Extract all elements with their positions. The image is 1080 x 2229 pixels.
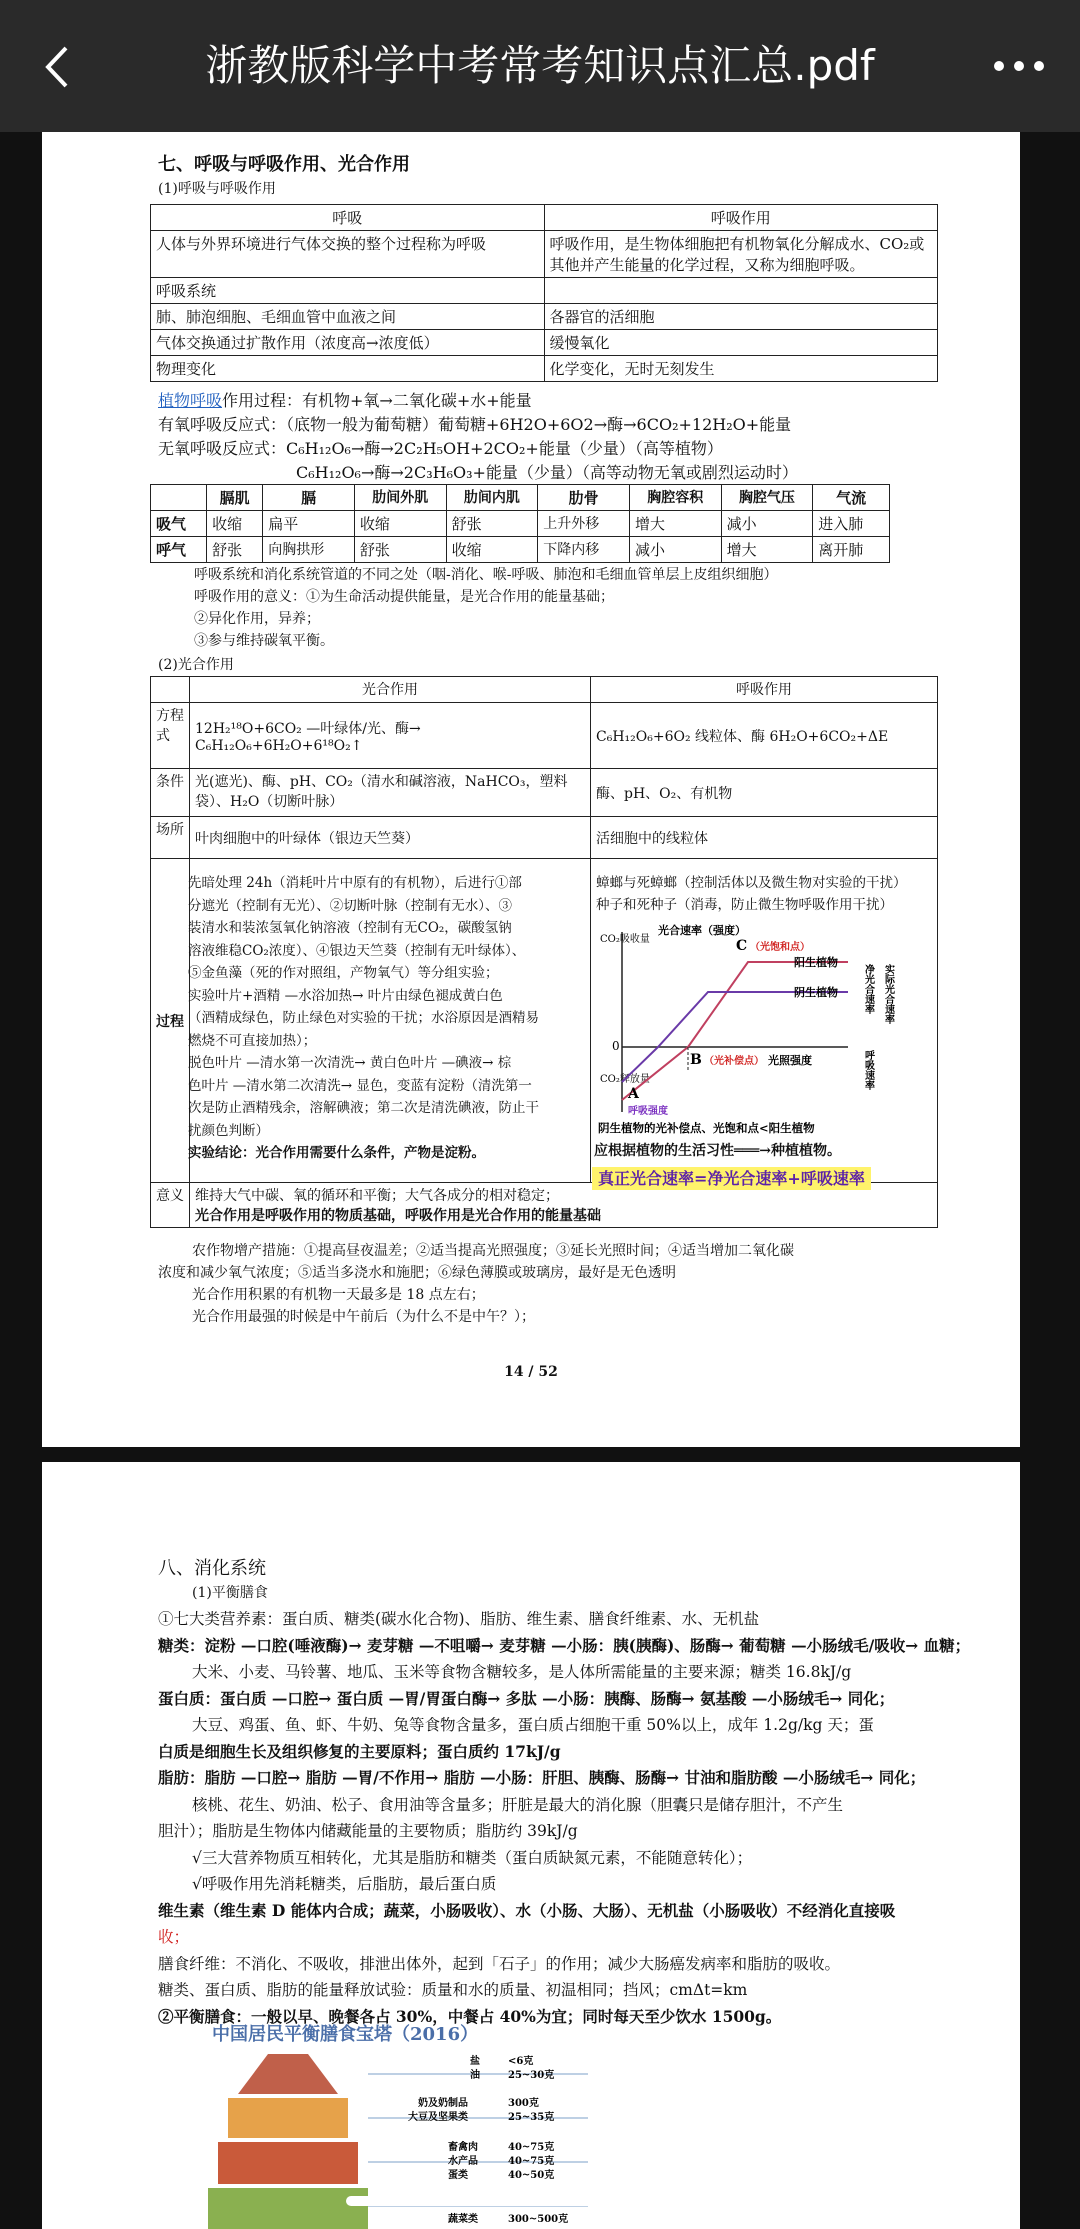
level-amount: 300克 (508, 2098, 539, 2109)
meaning-cell: 维持大气中碳、氧的循环和平衡；大气各成分的相对稳定； 光合作用是呼吸作用的物质基础，呼吸作用是光合作用的能量基础 (190, 1183, 938, 1228)
tail-line: 光合作用最强的时候是中午前后（为什么不是中午？）； (192, 1309, 535, 1325)
pagoda-title: 中国居民平衡膳食宝塔（2016） (212, 2024, 479, 2045)
level-amount: <6克 (508, 2056, 534, 2067)
table-cell: 酶、pH、O₂、有机物 (591, 769, 938, 817)
pdf-page-15 (42, 1462, 1020, 2229)
text-line: 脂肪：脂肪 —口腔→ 脂肪 —胃/不作用→ 脂肪 —小肠：肝胆、胰酶、肠酶→ 甘油和脂肪酸 —小肠绒毛→ 同化； (158, 1768, 926, 1787)
resp-rate-label: 呼吸速率 (862, 1050, 874, 1090)
table-cell: 气体交换通过扩散作用（浓度高→浓度低） (151, 330, 545, 356)
sun-plant-curve (622, 962, 848, 1100)
anaerobic-equation-2: C₆H₁₂O₆→酶→2C₃H₆O₃+能量（少量）（高等动物无氧或剧烈运动时） (296, 463, 798, 482)
point-a-label: 呼吸强度 (628, 1106, 668, 1117)
table-cell: 呼吸系统 (151, 278, 545, 304)
level-name: 蛋类 (448, 2170, 468, 2181)
table-cell: 增大 (629, 511, 721, 537)
row-label: 条件 (151, 769, 190, 817)
table-cell: 上升外移 (538, 511, 630, 537)
subsection-title: (1)呼吸与呼吸作用 (158, 181, 276, 197)
table-cell: 增大 (721, 537, 813, 563)
more-options-icon[interactable] (994, 52, 1050, 80)
table-cell: 呼吸作用，是生物体细胞把有机物氧化分解成水、CO₂或其他并产生能量的化学过程，又称为细胞呼吸。 (544, 231, 938, 278)
table-header: 肋间外肌 (354, 485, 446, 511)
level-amount: 40~75克 (508, 2156, 555, 2167)
level-amount: 300~500克 (508, 2214, 569, 2225)
level-name: 大豆及坚果类 (408, 2112, 468, 2123)
y-axis-label: CO₂吸收量 (600, 934, 650, 945)
table-cell: 肺、肺泡细胞、毛细血管中血液之间 (151, 304, 545, 330)
table-cell: 活细胞中的线粒体 (591, 817, 938, 859)
table-cell: 化学变化，无时无刻发生 (544, 356, 938, 382)
tail-line: 光合作用积累的有机物一天最多是 18 点左右； (192, 1287, 485, 1303)
note-line: ③参与维持碳氧平衡。 (194, 633, 334, 649)
table-header (151, 485, 207, 511)
level-amount: 25~35克 (508, 2112, 555, 2123)
back-arrow-icon[interactable] (34, 42, 84, 92)
text-line: 核桃、花生、奶油、松子、食用油等含量多；肝脏是最大的消化腺（胆囊只是储存胆汁，不产生 (192, 1795, 844, 1814)
row-label: 场所 (151, 817, 190, 859)
point-b-label: （光补偿点） (704, 1056, 764, 1067)
aerobic-equation: 有氧呼吸反应式：（底物一般为葡萄糖）葡萄糖+6H2O+6O2→酶→6CO₂+12H₂O+能量 (158, 415, 792, 434)
table-cell: 离开肺 (813, 537, 890, 563)
table-header: 光合作用 (190, 677, 591, 703)
table-header: 胸腔气压 (721, 485, 813, 511)
table-cell: 呼气 (151, 537, 207, 563)
table-cell: 叶肉细胞中的叶绿体（银边天竺葵） (190, 817, 591, 859)
rate-formula-highlight: 真正光合速率=净光合速率+呼吸速率 (592, 1168, 871, 1190)
table-header: 肋间内肌 (446, 485, 538, 511)
table-header: 呼吸作用 (591, 677, 938, 703)
table-cell: 收缩 (207, 511, 263, 537)
table-cell: 光(遮光)、酶、pH、CO₂（清水和碱溶液，NaHCO₃，塑料袋）、H₂O（切断叶脉） (190, 769, 591, 817)
y-axis-label-2: CO₂释放量 (600, 1074, 650, 1085)
home-indicator[interactable] (346, 2196, 734, 2206)
table-cell: 12H₂¹⁸O+6CO₂ —叶绿体/光、酶→ C₆H₁₂O₆+6H₂O+6¹⁸O₂↑ (190, 703, 591, 769)
breathing-muscle-table (150, 484, 890, 563)
text-line: 胆汁）；脂肪是生物体内储藏能量的主要物质；脂肪约 39kJ/g (158, 1822, 578, 1840)
top-bar (0, 0, 1080, 132)
pdf-page-14 (42, 132, 1020, 1447)
point-c: C (736, 938, 748, 954)
row-label: 过程 (151, 859, 190, 1183)
table-header: 呼吸 (151, 205, 545, 231)
level-amount: 40~50克 (508, 2170, 555, 2181)
table-header: 胸腔容积 (629, 485, 721, 511)
table-cell: 减小 (629, 537, 721, 563)
table-cell: 下降内移 (538, 537, 630, 563)
process-right-text: 蟑螂与死蟑螂（控制活体以及微生物对实验的干扰） 种子和死种子（消毒，防止微生物呼吸作用干扰） (596, 875, 907, 913)
level-name: 油 (470, 2070, 480, 2081)
tail-line: 浓度和减少氧气浓度；⑤适当多浇水和施肥；⑥绿色薄膜或玻璃房，最好是无色透明 (158, 1265, 676, 1281)
table-cell: C₆H₁₂O₆+6O₂ 线粒体、酶 6H₂O+6CO₂+ΔE (591, 703, 938, 769)
level-amount: 25~30克 (508, 2070, 555, 2081)
point-c-label: （光饱和点） (750, 942, 810, 953)
text-line: √三大营养物质互相转化，尤其是脂肪和糖类（蛋白质缺氮元素，不能随意转化）； (192, 1848, 753, 1867)
table-cell (544, 278, 938, 304)
graph-caption-1: 阴生植物的光补偿点、光饱和点<阳生植物 (598, 1121, 815, 1135)
row-label: 意义 (151, 1183, 190, 1228)
table-cell: 收缩 (446, 537, 538, 563)
level-name: 畜禽肉 (448, 2142, 478, 2153)
text-line: 糖类：淀粉 —口腔(唾液酶)→ 麦芽糖 —不咀嚼→ 麦芽糖 —小肠：胰(胰酶)、肠酶→ 葡萄糖 —小肠绒毛/吸收→ 血糖； (158, 1635, 971, 1655)
anaerobic-equation-1: 无氧呼吸反应式：C₆H₁₂O₆→酶→2C₂H₅OH+2CO₂+能量（少量）（高等植物） (158, 439, 723, 458)
table-cell: 减小 (721, 511, 813, 537)
sun-plant-label: 阳生植物 (794, 956, 838, 969)
plant-respiration-link[interactable]: 植物呼吸 (158, 391, 223, 410)
level-name: 蔬菜类 (448, 2214, 478, 2225)
table-header: 呼吸作用 (544, 205, 938, 231)
text-line: 大米、小麦、马铃薯、地瓜、玉米等食物含糖较多，是人体所需能量的主要来源；糖类 16.8kJ/g (192, 1663, 852, 1681)
point-b: B (690, 1052, 702, 1068)
subsection-title: (2)光合作用 (158, 657, 234, 673)
table-cell: 舒张 (446, 511, 538, 537)
level-name: 水产品 (448, 2156, 478, 2167)
table-cell: 各器官的活细胞 (544, 304, 938, 330)
table-cell: 进入肺 (813, 511, 890, 537)
level-amount: 40~75克 (508, 2142, 555, 2153)
table-header: 肋骨 (538, 485, 630, 511)
text-line: √呼吸作用先消耗糖类，后脂肪，最后蛋白质 (192, 1875, 497, 1893)
document-title: 浙教版科学中考常考知识点汇总.pdf (205, 41, 875, 90)
plant-respiration-line: 植物呼吸作用过程：有机物+氧→二氧化碳+水+能量 (158, 391, 532, 410)
page-number: 14 / 52 (504, 1364, 558, 1380)
net-rate-label: 净光合速率 (862, 964, 874, 1014)
text-line: 白质是细胞生长及组织修复的主要原料；蛋白质约 17kJ/g (158, 1741, 561, 1761)
table-header: 气流 (813, 485, 890, 511)
process-left-text: 先暗处理 24h（消耗叶片中原有的有机物），后进行①部 分遮光（控制有无光）、②切断叶脉（控制有无水）、③ 装清水和装浓氢氧化钠溶液（控制有无CO₂，碳酸氢钠 溶液维稳CO₂浓度）、④银边天竺葵（控制有无叶绿体）、 ⑤金鱼藻（死的作对照组，产物氧气）等分组实验； 实验叶片+酒精 —水浴加热→ 叶片由绿色褪成黄白色 （酒精成绿色，防止绿色对实验的干扰；水浴原因是酒精易 燃烧不可直接加热）； 脱色叶片 —清水第一次清洗→ 黄白色叶片 —碘液→ 棕 色叶片 —清水第二次清洗→ 显色，变蓝有淀粉（清洗第一 次是防止酒精残余，溶解碘液；第二次是清洗碘液，防止干 扰颜色判断） 实验结论：光合作用需要什么条件，产物是淀粉。 (188, 875, 539, 1161)
note-line: 呼吸作用的意义：①为生命活动提供能量，是光合作用的能量基础； (194, 589, 614, 605)
level-name: 奶及奶制品 (418, 2098, 468, 2109)
digestion-text (158, 1606, 978, 2030)
table-cell: 舒张 (354, 537, 446, 563)
text-line: 维生素（维生素 D 能体内合成；蔬菜，小肠吸收）、水（小肠、大肠）、无机盐（小肠吸收）不经消化直接吸 (158, 1900, 896, 1920)
text-line: 蛋白质：蛋白质 —口腔→ 蛋白质 —胃/胃蛋白酶→ 多肽 —小肠：胰酶、肠酶→ 氨基酸 —小肠绒毛→ 同化； (158, 1688, 895, 1708)
respiration-table (150, 204, 938, 382)
tail-line: 农作物增产措施：①提高昼夜温差；②适当提高光照强度；③延长光照时间；④适当增加二氧化碳 (192, 1243, 794, 1259)
curve-title: 光合速率（强度） (658, 924, 746, 937)
shade-plant-curve (622, 992, 848, 1082)
table-header: 膈肌 (207, 485, 263, 511)
level-name: 盐 (470, 2056, 480, 2067)
table-cell: 扁平 (263, 511, 355, 537)
point-a: A (628, 1086, 639, 1102)
table-cell: 收缩 (354, 511, 446, 537)
row-label: 方程式 (151, 703, 190, 769)
section-title: 八、消化系统 (158, 1558, 266, 1579)
table-cell: 缓慢氧化 (544, 330, 938, 356)
shade-plant-label: 阴生植物 (794, 986, 838, 999)
text-line: 收； (158, 1928, 190, 1946)
text-line: 膳食纤维：不消化、不吸收，排泄出体外，起到「石子」的作用；减少大肠癌发病率和脂肪的吸收。 (158, 1954, 841, 1973)
x-axis-label: 光照强度 (768, 1054, 812, 1067)
subsection-title: (1)平衡膳食 (192, 1585, 268, 1601)
table-cell: 向胸拱形 (263, 537, 355, 563)
table-cell: 物理变化 (151, 356, 545, 382)
origin-label: 0 (612, 1039, 620, 1053)
note-line: ②异化作用，异养； (194, 611, 320, 627)
section-title: 七、呼吸与呼吸作用、光合作用 (158, 154, 410, 175)
text-line: 糖类、蛋白质、脂肪的能量释放试验：质量和水的质量、初温相同；挡风；cmΔt=km (158, 1981, 748, 1999)
table-cell: 人体与外界环境进行气体交换的整个过程称为呼吸 (151, 231, 545, 278)
graph-caption-2: 应根据植物的生活习性═══→种植植物。 (594, 1143, 842, 1159)
text-line: ②平衡膳食：一般以早、晚餐各占 30%，中餐占 40%为宜；同时每天至少饮水 1500g。 (158, 2006, 782, 2026)
note-line: 呼吸系统和消化系统管道的不同之处（咽-消化、喉-呼吸、肺泡和毛细血管单层上皮组织细胞） (194, 567, 778, 583)
real-rate-label: 实际光合速率 (882, 964, 894, 1024)
table-cell: 舒张 (207, 537, 263, 563)
text-line: ①七大类营养素：蛋白质、糖类(碳水化合物)、脂肪、维生素、膳食纤维素、水、无机盐 (158, 1610, 760, 1628)
text-line: 大豆、鸡蛋、鱼、虾、牛奶、兔等食物含量多，蛋白质占细胞干重 50%以上，成年 1.2g/kg 天；蛋 (192, 1716, 874, 1734)
table-header: 膈 (263, 485, 355, 511)
light-intensity-graph (598, 922, 932, 1140)
table-cell: 吸气 (151, 511, 207, 537)
